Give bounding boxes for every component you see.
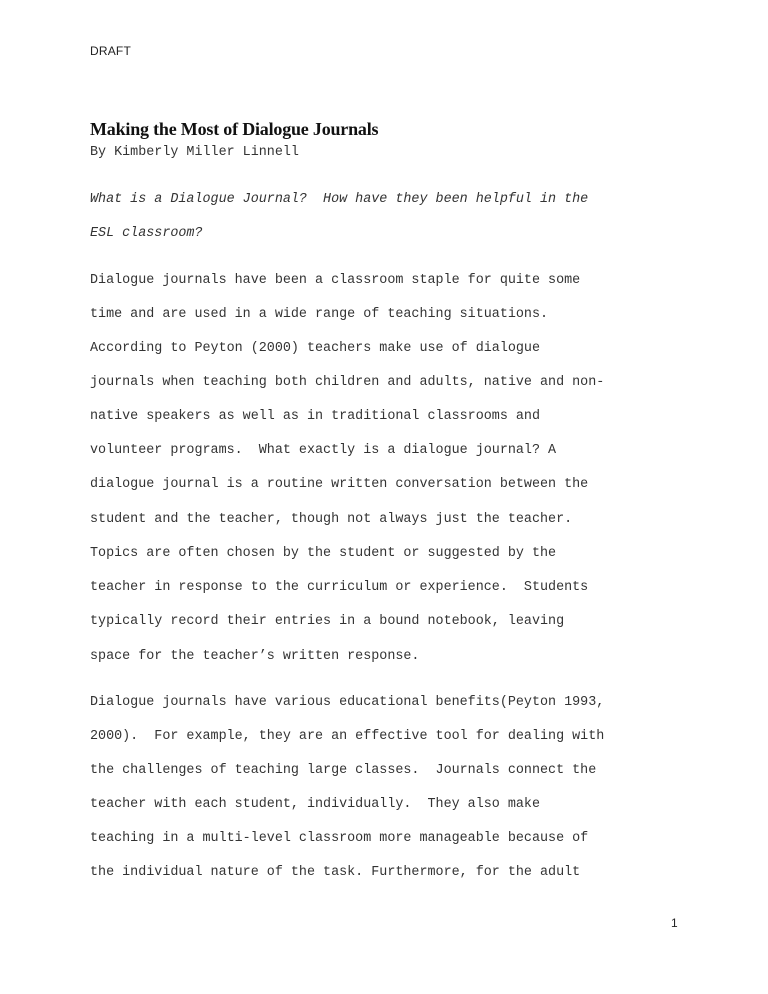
document-title: Making the Most of Dialogue Journals: [90, 119, 379, 139]
draft-header: DRAFT: [90, 44, 131, 58]
paragraph-line: According to Peyton (2000) teachers make use of dialogue: [90, 341, 540, 356]
paragraph-line: volunteer programs. What exactly is a dialogue journal? A: [90, 443, 557, 458]
paragraph-line: dialogue journal is a routine written conversation between the: [90, 477, 589, 492]
paragraph-line: native speakers as well as in traditional classrooms and: [90, 409, 540, 424]
question-line: What is a Dialogue Journal? How have they been helpful in the: [90, 192, 589, 207]
paragraph-line: teacher in response to the curriculum or experience. Students: [90, 580, 589, 595]
paragraph-line: teaching in a multi-level classroom more manageable because of: [90, 831, 589, 846]
paragraph-line: typically record their entries in a bound notebook, leaving: [90, 614, 565, 629]
paragraph-line: teacher with each student, individually. They also make: [90, 797, 540, 812]
paragraph-line: space for the teacher’s written response.: [90, 649, 420, 664]
paragraph-line: Topics are often chosen by the student or suggested by the: [90, 546, 557, 561]
author-byline: By Kimberly Miller Linnell: [90, 145, 299, 160]
paragraph-line: the challenges of teaching large classes. Journals connect the: [90, 763, 597, 778]
question-line: ESL classroom?: [90, 226, 203, 241]
page-number: 1: [671, 916, 678, 930]
paragraph-line: the individual nature of the task. Furthermore, for the adult: [90, 865, 581, 880]
paragraph-line: journals when teaching both children and adults, native and non-: [90, 375, 605, 390]
paragraph-line: student and the teacher, though not always just the teacher.: [90, 512, 573, 527]
paragraph-line: Dialogue journals have various educational benefits(Peyton 1993,: [90, 695, 605, 710]
paragraph-line: 2000). For example, they are an effective tool for dealing with: [90, 729, 605, 744]
paragraph-line: time and are used in a wide range of teaching situations.: [90, 307, 549, 322]
paragraph-line: Dialogue journals have been a classroom staple for quite some: [90, 273, 581, 288]
